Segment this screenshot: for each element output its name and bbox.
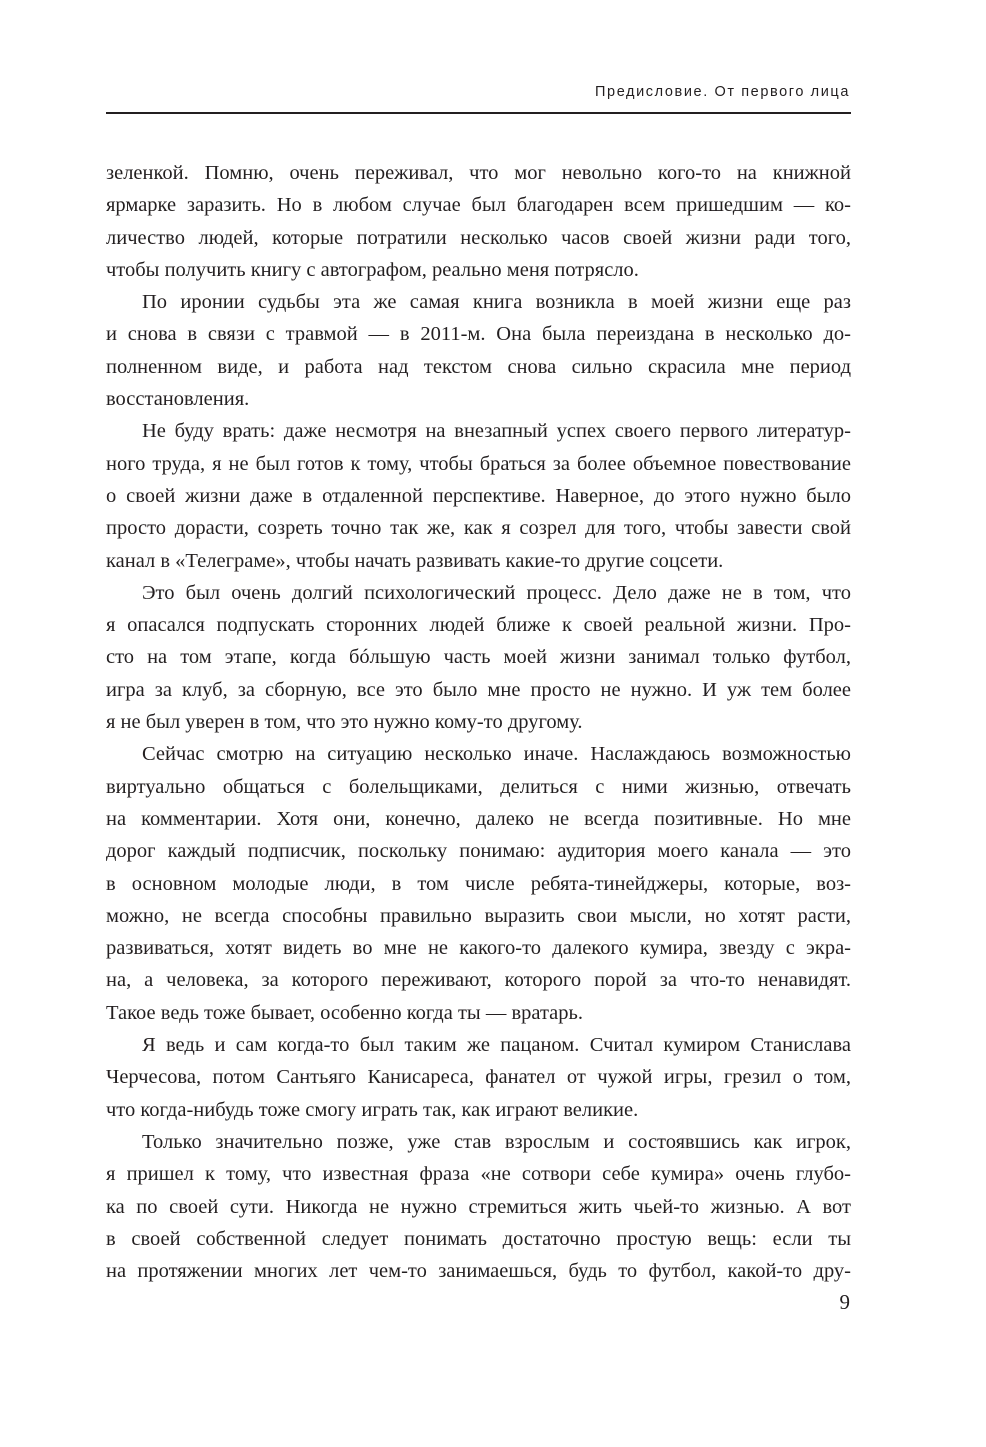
text-line: ка по своей сути. Никогда не нужно стремиться жить чьей-то жизнью. А вот — [106, 1195, 851, 1218]
text-line: чтобы получить книгу с автографом, реально меня потрясло. — [106, 258, 639, 281]
page-number: 9 — [839, 1290, 850, 1314]
text-line: я не был уверен в том, что это нужно кому-то другому. — [106, 711, 583, 734]
text-line: развиваться, хотят видеть во мне не какого-то далекого кумира, звезду с экра- — [106, 937, 851, 960]
text-line: на комментарии. Хотя они, конечно, далеко не всегда позитивные. Но мне — [106, 807, 851, 830]
text-line: Не буду врать: даже несмотря на внезапный успех своего первого литератур- — [142, 420, 851, 443]
text-line: полненном виде, и работа над текстом снова сильно скрасила мне период — [106, 355, 851, 378]
body-text — [106, 157, 851, 1287]
text-line: Черчесова, потом Сантьяго Канисареса, фанател от чужой игры, грезил о том, — [106, 1066, 851, 1089]
text-line: я опасался подпускать сторонних людей ближе к своей реальной жизни. Про- — [106, 614, 851, 637]
text-line: игра за клуб, за сборную, все это было мне просто не нужно. И уж тем более — [106, 678, 851, 701]
text-line: я пришел к тому, что известная фраза «не сотвори себе кумира» очень глубо- — [106, 1163, 851, 1186]
text-line: Сейчас смотрю на ситуацию несколько иначе. Наслаждаюсь возможностью — [142, 743, 851, 766]
text-line: восстановления. — [106, 388, 250, 411]
text-line: По иронии судьбы эта же самая книга возникла в моей жизни еще раз — [142, 291, 851, 314]
text-line: в основном молодые люди, в том числе ребята-тинейджеры, которые, воз- — [106, 872, 851, 895]
text-line: канал в «Телеграме», чтобы начать развивать какие-то другие соцсети. — [106, 549, 724, 572]
text-line: что когда-нибудь тоже смогу играть так, как играют великие. — [106, 1098, 639, 1121]
text-line: на протяжении многих лет чем-то занимаешься, будь то футбол, какой-то дру- — [106, 1260, 851, 1283]
text-line: ярмарке заразить. Но в любом случае был благодарен всем пришедшим — ко- — [106, 194, 851, 217]
text-line: просто дорасти, созреть точно так же, как я созрел для того, чтобы завести свой — [106, 517, 851, 540]
text-line: о своей жизни даже в отдаленной перспективе. Наверное, до этого нужно было — [106, 484, 851, 507]
text-line: сто на том этапе, когда бóльшую часть моей жизни занимал только футбол, — [106, 646, 851, 669]
text-line: ного труда, я не был готов к тому, чтобы браться за более объемное повествование — [106, 452, 851, 475]
header-rule — [106, 112, 851, 114]
text-line: на, а человека, за которого переживают, которого порой за что-то ненавидят. — [106, 969, 851, 992]
running-head: Предисловие. От первого лица — [595, 84, 850, 100]
text-line: в своей собственной следует понимать достаточно простую вещь: если ты — [106, 1227, 851, 1250]
text-line: зеленкой. Помню, очень переживал, что мог невольно кого-то на книжной — [106, 162, 851, 184]
text-line: виртуально общаться с болельщиками, делиться с ними жизнью, отвечать — [106, 775, 851, 798]
text-line: и снова в связи с травмой — в 2011-м. Она была переиздана в несколько до- — [106, 323, 851, 346]
text-line: Я ведь и сам когда-то был таким же пацаном. Считал кумиром Станислава — [142, 1034, 851, 1057]
text-line: личество людей, которые потратили несколько часов своей жизни ради того, — [106, 226, 851, 249]
text-line: дорог каждый подписчик, поскольку понимаю: аудитория моего канала — это — [106, 840, 851, 863]
text-line: Только значительно позже, уже став взрослым и состоявшись как игрок, — [142, 1130, 851, 1153]
text-line: можно, не всегда способны правильно выразить свои мысли, но хотят расти, — [106, 904, 851, 927]
text-line: Это был очень долгий психологический процесс. Дело даже не в том, что — [142, 581, 851, 604]
text-line: Такое ведь тоже бывает, особенно когда ты — вратарь. — [106, 1001, 583, 1024]
